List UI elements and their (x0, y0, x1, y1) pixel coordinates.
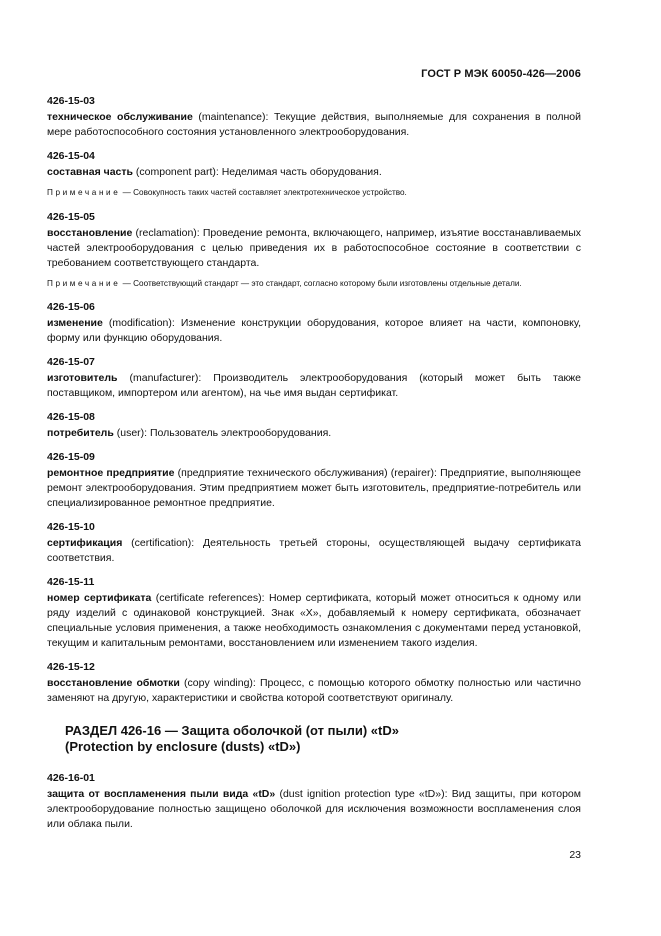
section-title: РАЗДЕЛ 426-16 — Защита оболочкой (от пыли) «tD» (65, 723, 399, 738)
entry-text: (user): Пользователь электрооборудования. (113, 427, 332, 439)
section-subtitle: (Protection by enclosure (dusts) «tD») (65, 739, 301, 754)
entry-number: 426-15-08 (47, 411, 95, 423)
entry-definition (47, 676, 581, 706)
page-number: 23 (569, 849, 581, 861)
entry-term: номер сертификата (47, 592, 152, 604)
entry-text: (dust ignition protection type «tD»): Вид защиты, при котором электрооборудование полностью защищено оболочкой для исключения возможности воспламенения слоя или облака пыли. (47, 788, 581, 830)
entry-term: изменение (47, 317, 103, 329)
term-entry (47, 410, 581, 441)
entry-number: 426-15-03 (47, 95, 95, 107)
entry-definition (47, 591, 581, 651)
entry-number: 426-15-05 (47, 210, 95, 223)
entry-term: составная часть (47, 166, 133, 178)
entry-term: защита от воспламенения пыли вида «tD» (47, 788, 276, 800)
term-entry (47, 210, 581, 271)
entry-number: 426-15-09 (47, 451, 95, 463)
entry-term: потребитель (47, 427, 114, 439)
entry-number: 426-15-11 (47, 576, 95, 588)
entry-definition (47, 110, 581, 140)
entry-text: (certification): Деятельность третьей стороны, осуществляющей выдачу сертификата соответствия. (47, 537, 581, 564)
entry-number: 426-15-12 (47, 661, 95, 673)
entry-text: (предприятие технического обслуживания) (repairer): Предприятие, выполняющее ремонт электрооборудования. Этим предприятием может быть изготовитель, предприятие-потребитель или специализированное ремонтное предприятие. (47, 467, 581, 509)
entry-text: (component part): Неделимая часть оборудования. (133, 166, 382, 178)
term-entry (47, 771, 581, 832)
note-label: Примечание (47, 188, 121, 197)
entry-text: (certificate references): Номер сертификата, который может относиться к одному или ряду изделий с одинаковой конструкцией. Знак «Х», добавляемый к номеру сертификата, обозначает специальные условия применения, а также необходимость ознакомления с документами перед установкой, текущим и капитальным ремонтами, восстановлением или изменением такого изделия. (47, 592, 581, 649)
entry-text: (reclamation): Проведение ремонта, включающего, например, изъятие восстанавливаемых частей электрооборудования с целью приведения их в работоспособное состояние в соответствии с требованием соответствующего стандарта. (47, 226, 581, 269)
entry-number: 426-16-01 (47, 772, 95, 784)
term-entry (47, 450, 581, 511)
entry-definition (47, 226, 581, 271)
entry-definition (47, 426, 581, 441)
entry-definition (47, 165, 581, 180)
entry-number: 426-15-10 (47, 521, 95, 533)
note (47, 278, 581, 291)
term-entry (47, 575, 581, 651)
entry-number: 426-15-07 (47, 356, 95, 368)
entry-term: сертификация (47, 537, 123, 549)
entry-term: ремонтное предприятие (47, 467, 175, 479)
entry-definition (47, 787, 581, 832)
document-header: ГОСТ Р МЭК 60050-426—2006 (421, 68, 581, 80)
entry-text: (modification): Изменение конструкции оборудования, которое влияет на части, компоновку, форму или функцию оборудования. (47, 317, 581, 344)
entry-definition (47, 466, 581, 511)
page-content (47, 94, 581, 841)
entry-text: (manufacturer): Производитель электрооборудования (который может быть также поставщиком, импортером или агентом), на чье имя выдан сертификат. (47, 372, 581, 399)
entry-definition (47, 536, 581, 566)
entry-definition (47, 371, 581, 401)
note-label: Примечание (47, 278, 121, 288)
term-entry (47, 149, 581, 180)
term-entry (47, 355, 581, 401)
term-entry (47, 300, 581, 346)
entry-text: (copy winding): Процесс, с помощью которого обмотку полностью или частично заменяют на другую, характеристики и свойства которой соответствуют оригиналу. (47, 677, 581, 704)
term-entry (47, 520, 581, 566)
note-text: — Совокупность таких частей составляет электротехническое устройство. (120, 188, 407, 197)
note (47, 187, 581, 200)
term-entry (47, 94, 581, 140)
entry-number: 426-15-06 (47, 301, 95, 313)
section-heading (65, 723, 581, 755)
note-text: — Соответствующий стандарт — это стандарт, согласно которому были изготовлены отдельные детали. (120, 278, 522, 288)
entry-text: (maintenance): Текущие действия, выполняемые для сохранения в полной мере работоспособного состояния установленного электрооборудования. (47, 111, 582, 138)
entry-term: техническое обслуживание (47, 111, 193, 123)
entry-number: 426-15-04 (47, 150, 95, 162)
entry-definition (47, 316, 581, 346)
term-entry (47, 660, 581, 706)
entry-term: восстановление (47, 226, 133, 239)
entry-term: изготовитель (47, 372, 118, 384)
entry-term: восстановление обмотки (47, 677, 180, 689)
